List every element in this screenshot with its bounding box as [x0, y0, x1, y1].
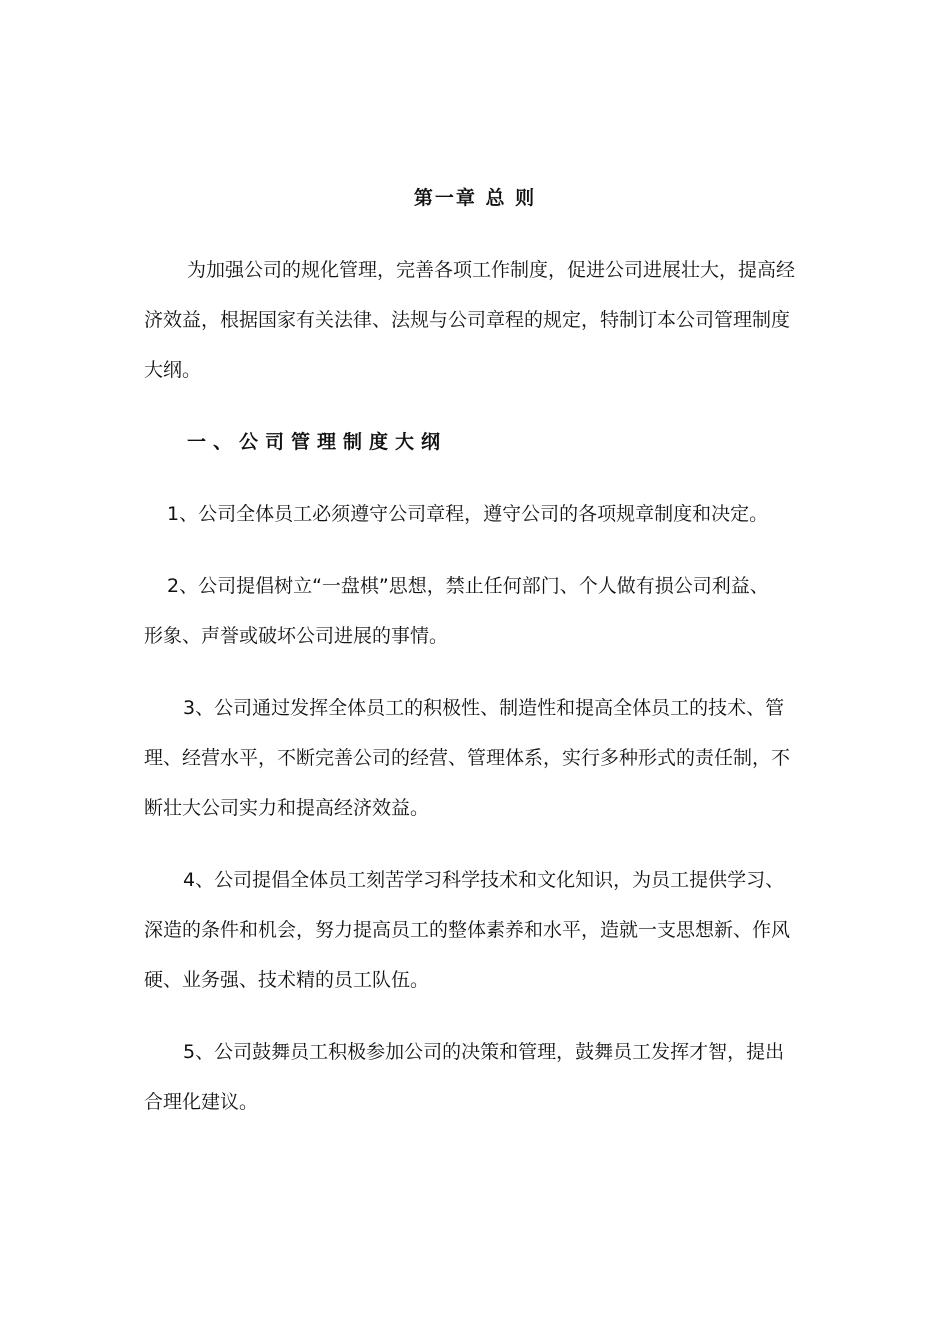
- item-3-line-3: 断壮大公司实力和提高经济效益。: [144, 797, 430, 819]
- item-1-line-1: 1、公司全体员工必须遵守公司章程，遵守公司的各项规章制度和决定。: [167, 503, 769, 525]
- intro-line-3: 大纲。: [144, 359, 202, 381]
- item-4-line-3: 硬、业务强、技术精的员工队伍。: [144, 969, 430, 991]
- item-4-line-1: 4、公司提倡全体员工刻苦学习科学技术和文化知识，为员工提供学习、: [183, 869, 785, 891]
- section-heading: 一、公司管理制度大纲: [187, 431, 448, 453]
- intro-line-1: 为加强公司的规化管理，完善各项工作制度，促进公司进展壮大，提高经: [187, 259, 796, 281]
- item-2-line-2: 形象、声誉或破坏公司进展的事情。: [144, 625, 449, 647]
- item-3-line-1: 3、公司通过发挥全体员工的积极性、制造性和提高全体员工的技术、管: [183, 697, 785, 719]
- item-4-line-2: 深造的条件和机会，努力提高员工的整体素养和水平，造就一支思想新、作风: [144, 919, 791, 941]
- intro-line-2: 济效益，根据国家有关法律、法规与公司章程的规定，特制订本公司管理制度: [144, 309, 791, 331]
- item-3-line-2: 理、经营水平，不断完善公司的经营、管理体系，实行多种形式的责任制，不: [144, 747, 791, 769]
- item-5-line-1: 5、公司鼓舞员工积极参加公司的决策和管理，鼓舞员工发挥才智，提出: [183, 1041, 785, 1063]
- item-2-line-1: 2、公司提倡树立“一盘棋”思想，禁止任何部门、个人做有损公司利益、: [167, 575, 769, 597]
- chapter-title: 第一章 总 则: [413, 187, 537, 209]
- item-5-line-2: 合理化建议。: [144, 1091, 259, 1113]
